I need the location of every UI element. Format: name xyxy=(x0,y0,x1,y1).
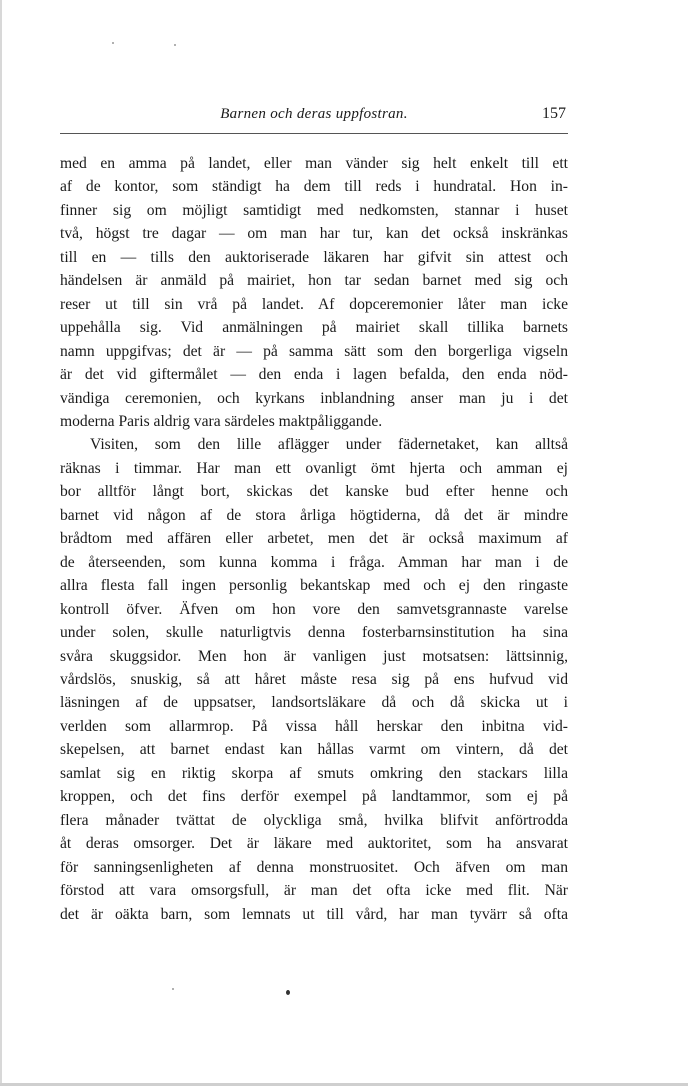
text-line: uppehålla sig. Vid anmälningen på mairiet skall tillika barnets xyxy=(60,319,568,337)
text-line: flera månader tvättat de olyckliga små, hvilka blifvit anförtrodda xyxy=(60,811,568,829)
text-line: under solen, skulle naturligtvis denna fosterbarnsinstitution ha sina xyxy=(60,624,568,642)
text-line: händelsen är anmäld på mairiet, hon tar sedan barnet med sig och xyxy=(60,272,568,290)
text-line: läsningen af de uppsatser, landsortsläkare då och då skicka ut i xyxy=(60,694,568,712)
text-line: bor alltför långt bort, skickas det kanske bud efter henne och xyxy=(60,483,568,501)
paragraph-2 xyxy=(60,433,568,926)
running-title: Barnen och deras uppfostran. xyxy=(220,106,408,122)
text-line: reser ut till sin vrå på landet. Af dopceremonier låter man icke xyxy=(60,295,568,313)
body-text xyxy=(60,152,568,926)
text-line: vändiga ceremonien, och kyrkans inblandning anser man ju i det xyxy=(60,389,568,407)
text-line: det är oäkta barn, som lemnats ut till vård, har man tyvärr så ofta xyxy=(60,905,568,923)
text-line: kroppen, och det fins derför exempel på landtammor, som ej på xyxy=(60,788,568,806)
text-line: skepelsen, att barnet endast kan hållas varmt om vintern, då det xyxy=(60,741,568,759)
text-line: för sanningsenligheten af denna monstruositet. Och äfven om man xyxy=(60,858,568,876)
text-line: allra flesta fall ingen personlig bekantskap med och ej den ringaste xyxy=(60,577,568,595)
page-number: 157 xyxy=(542,105,566,122)
text-line: Visiten, som den lille aflägger under fädernetaket, kan alltså xyxy=(90,436,568,454)
text-line: moderna Paris aldrig vara särdeles maktpåliggande. xyxy=(60,412,383,430)
text-line: vårdslös, snuskig, så att håret måste resa sig på ens hufvud vid xyxy=(60,670,568,688)
text-line: åt deras omsorger. Det är läkare med auktoritet, som ha ansvarat xyxy=(60,835,568,853)
text-line: namn uppgifvas; det är — på samma sätt som den borgerliga vigseln xyxy=(60,342,568,360)
text-line: är det vid giftermålet — den enda i lagen befalda, den enda nöd- xyxy=(60,366,568,384)
text-line: svåra skuggsidor. Men hon är vanligen just motsatsen: lättsinnig, xyxy=(60,647,568,665)
paper-speck xyxy=(174,44,176,46)
text-line: af de kontor, som ständigt ha dem till reds i hundratal. Hon in- xyxy=(60,178,568,196)
paragraph-1 xyxy=(60,152,568,433)
text-line: med en amma på landet, eller man vänder sig helt enkelt till ett xyxy=(60,155,568,172)
text-line: brådtom med affären eller arbetet, men det är också maximum af xyxy=(60,530,568,548)
text-line: kontroll öfver. Äfven om hon vore den samvetsgrannaste varelse xyxy=(60,600,568,618)
signature-mark xyxy=(286,990,290,995)
text-line: barnet vid någon af de stora årliga högtiderna, då det är mindre xyxy=(60,506,568,524)
scan-edge-left xyxy=(0,0,2,1086)
text-line: två, högst tre dagar — om man har tur, kan det också inskränkas xyxy=(60,225,568,243)
running-head xyxy=(60,104,568,128)
paper-speck xyxy=(172,988,174,990)
text-line: till en — tills den auktoriserade läkaren har gifvit sin attest och xyxy=(60,248,568,266)
text-line: samlat sig en riktig skorpa af smuts omkring den stackars lilla xyxy=(60,764,568,782)
text-line: verlden som allarmrop. På vissa håll herskar den inbitna vid- xyxy=(60,717,568,735)
text-line: förstod att vara omsorgsfull, är man det ofta icke med flit. När xyxy=(60,882,568,900)
paper-speck xyxy=(112,42,114,44)
header-rule xyxy=(60,133,568,134)
text-line: räknas i timmar. Har man ett ovanligt ömt hjerta och amman ej xyxy=(60,459,568,477)
text-line: de återseenden, som kunna komma i fråga. Amman har man i de xyxy=(60,553,568,571)
text-line: finner sig om möjligt samtidigt med nedkomsten, stannar i huset xyxy=(60,201,568,219)
